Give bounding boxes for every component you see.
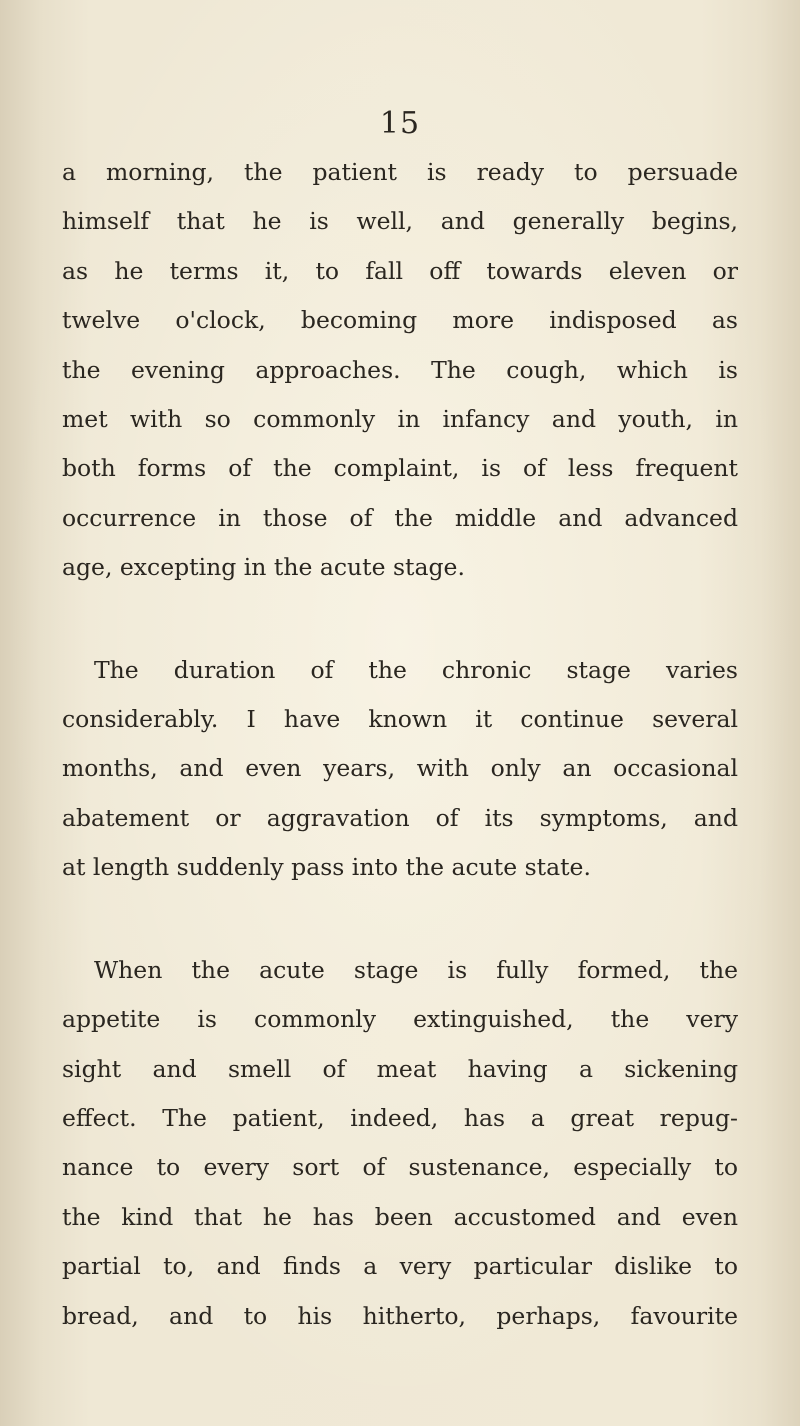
text-line: a morning, the patient is ready to persuade [62,158,738,186]
text-line: appetite is commonly extinguished, the very [62,1005,738,1034]
text-line: age, excepting in the acute stage. [62,553,465,582]
text-line: twelve o'clock, becoming more indisposed as [62,306,738,335]
text-line: at length suddenly pass into the acute state. [62,853,591,882]
text-line: effect. The patient, indeed, has a great repug- [62,1103,738,1132]
text-line: The duration of the chronic stage varies [94,655,738,684]
text-line: considerably. I have known it continue several [62,705,738,734]
text-line: When the acute stage is fully formed, the [94,955,738,984]
text-line: months, and even years, with only an occasional [62,754,738,783]
text-line: the evening approaches. The cough, which is [62,355,738,384]
text-line: met with so commonly in infancy and youth, in [62,405,738,434]
text-line: sight and smell of meat having a sickening [62,1054,738,1083]
text-line: bread, and to his hitherto, perhaps, favourite [62,1301,738,1330]
paragraph-gap [62,893,738,946]
text-line: nance to every sort of sustenance, especially to [62,1153,738,1182]
paragraph-gap [62,593,738,646]
text-line: the kind that he has been accustomed and even [62,1202,738,1231]
text-line: as he terms it, to fall off towards eleven or [62,256,738,285]
text-line: himself that he is well, and generally begins, [62,207,738,236]
text-line: partial to, and finds a very particular dislike to [62,1252,738,1281]
page-number: 15 [379,106,421,141]
text-line: both forms of the complaint, is of less frequent [62,454,738,483]
paragraph-2 [62,646,738,893]
body-text [62,148,738,1341]
paragraph-1 [62,148,738,593]
paragraph-3 [62,946,738,1341]
text-line: occurrence in those of the middle and advanced [62,503,738,532]
text-line: abatement or aggravation of its symptoms, and [62,803,738,832]
